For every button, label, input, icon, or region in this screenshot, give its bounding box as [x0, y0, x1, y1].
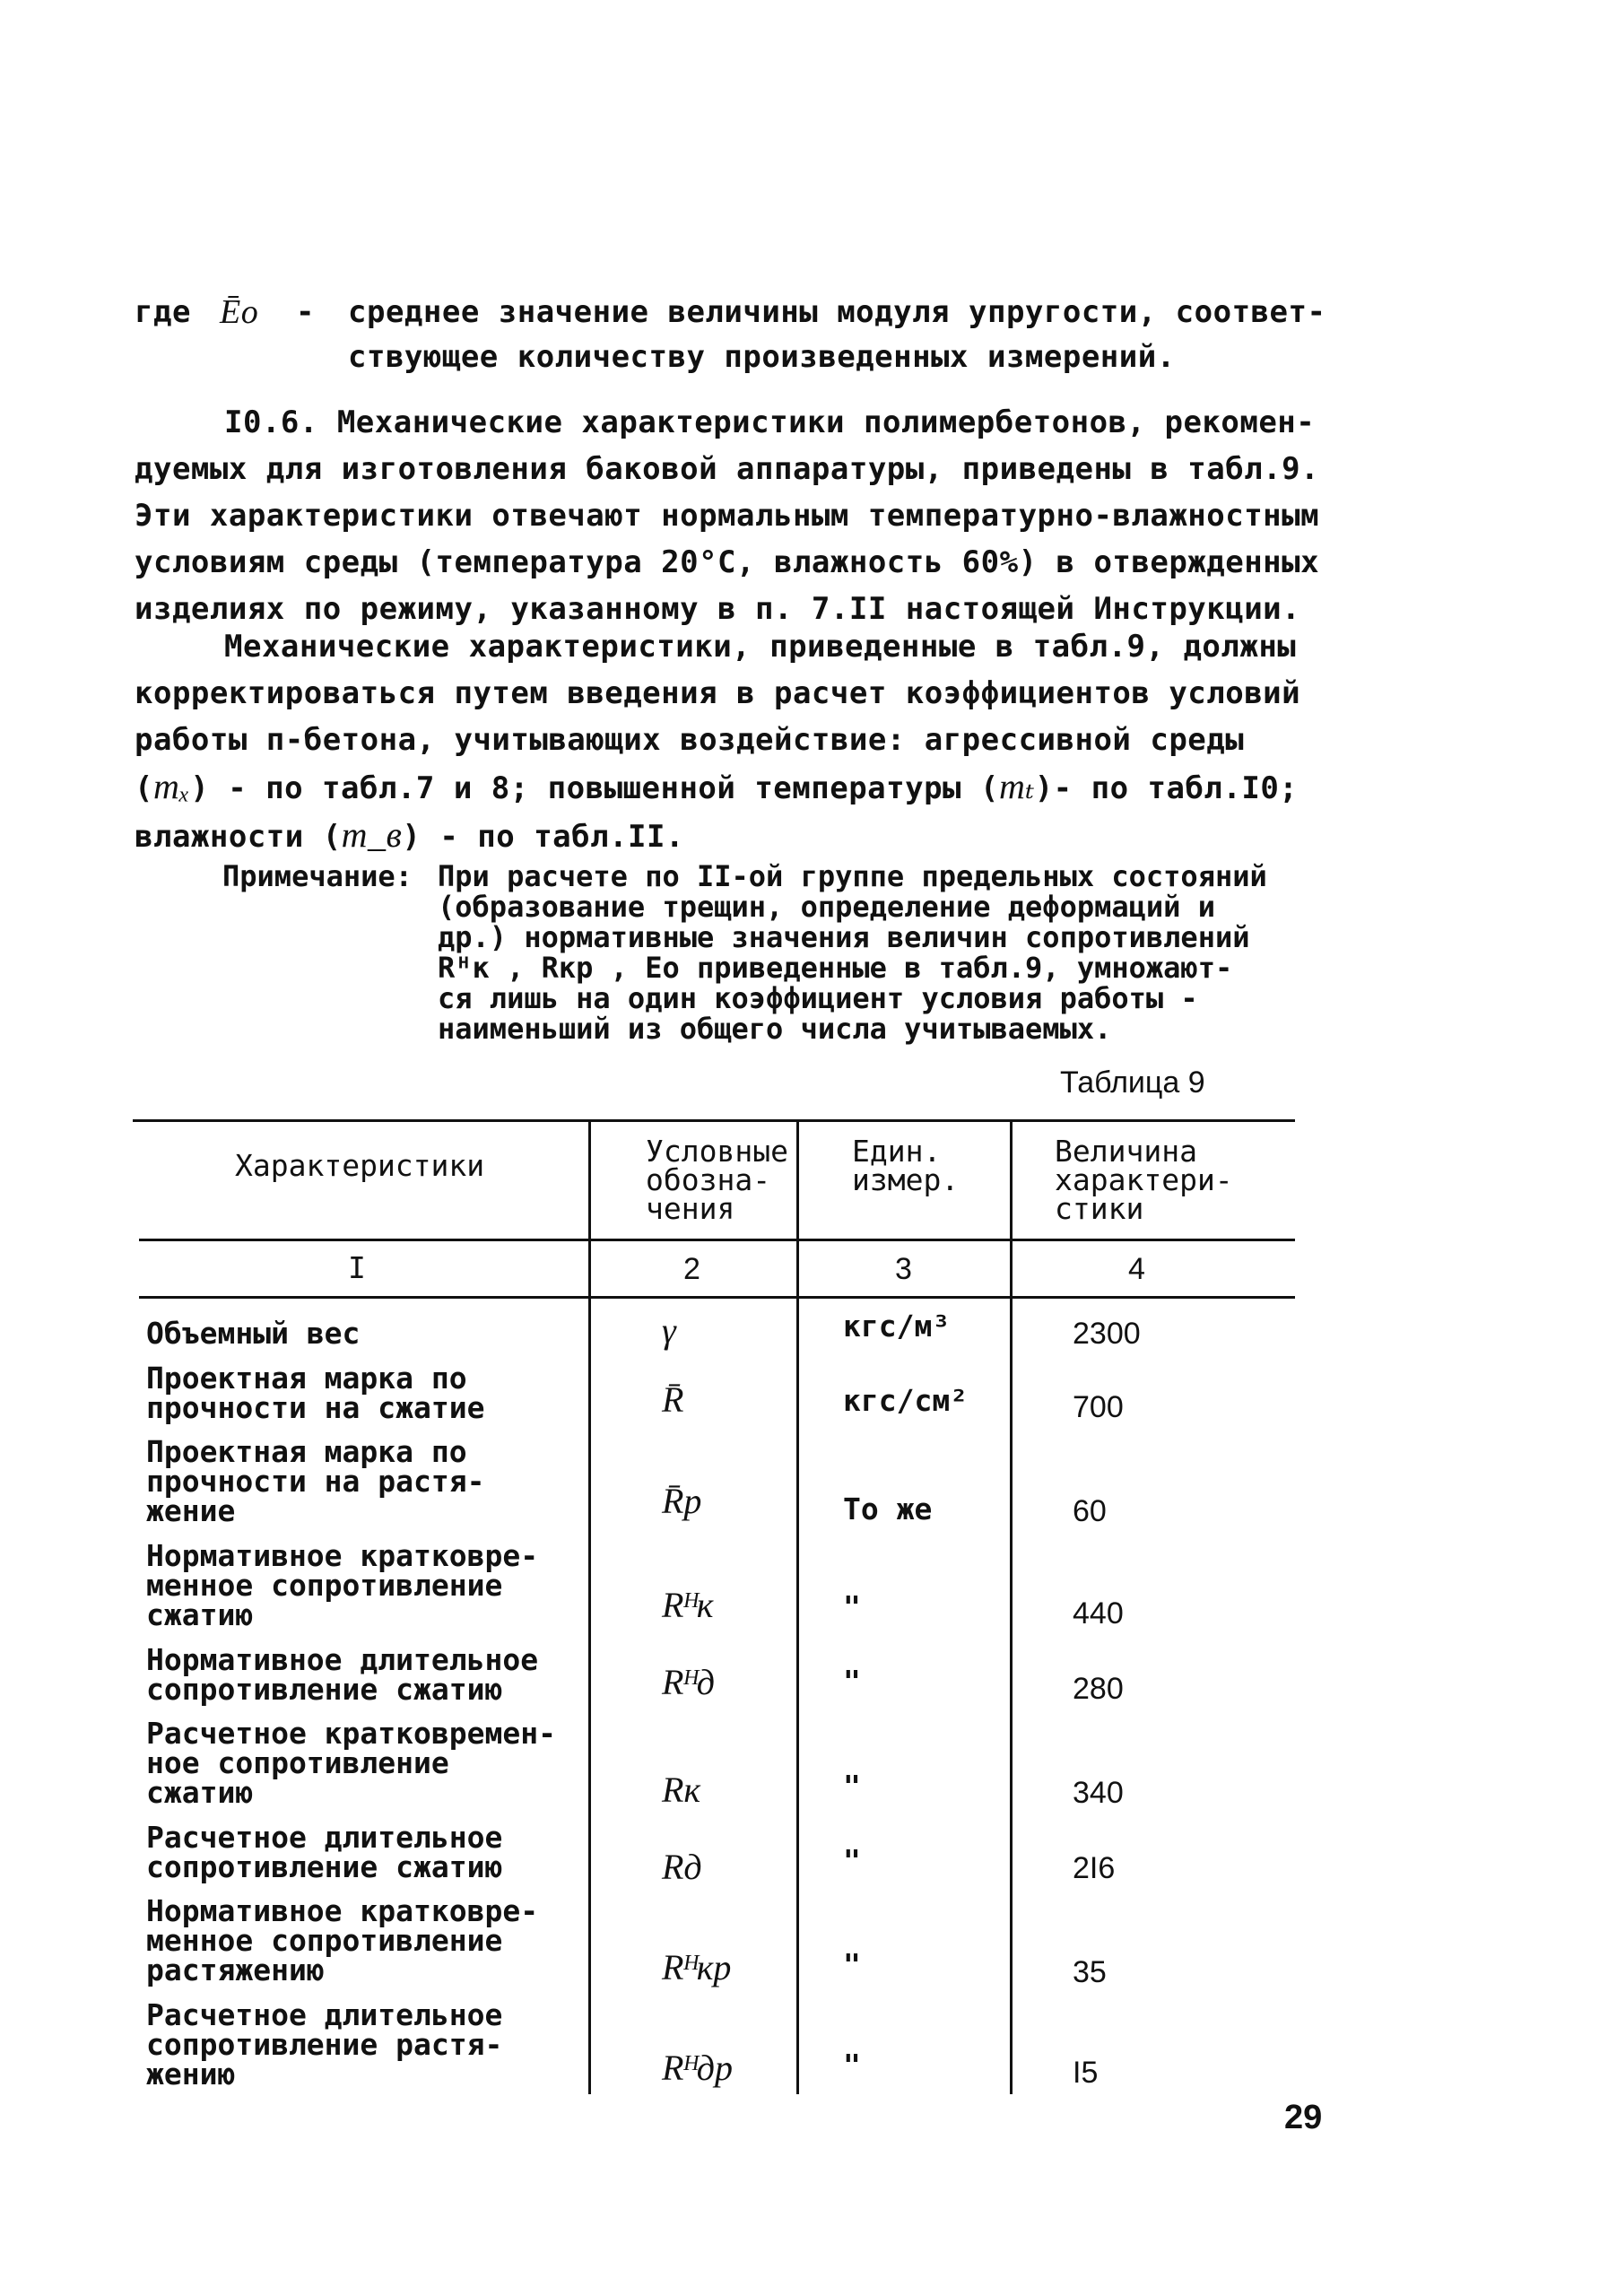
- note-line: При расчете по II-ой группе предельных состояний: [438, 859, 1267, 893]
- dash: -: [296, 294, 315, 330]
- table-row-name: Нормативное длительное сопротивление сжатию: [146, 1642, 539, 1707]
- table-row-value: 35: [1073, 1955, 1107, 1989]
- table-row-unit: ": [843, 2048, 861, 2083]
- col-number-1: I: [348, 1250, 366, 1285]
- col-number-3: 3: [895, 1252, 912, 1286]
- paren: (: [135, 770, 153, 806]
- text: ) - по табл.II.: [402, 819, 684, 855]
- table-row-name: Проектная марка по прочности на растя- жение: [146, 1434, 485, 1528]
- table-row-unit: ": [843, 1589, 861, 1624]
- table-row-symbol: R̄: [662, 1379, 684, 1420]
- table-row-value: 280: [1073, 1672, 1124, 1706]
- table-row-symbol: Rᴴк: [662, 1585, 714, 1625]
- table-row-name: Расчетное длительное сопротивление растя- жению: [146, 1997, 503, 2092]
- note-line: ся лишь на один коэффициент условия работы -: [438, 981, 1198, 1015]
- table-row-name: Объемный вес: [146, 1316, 361, 1351]
- header-rule: [139, 1239, 1295, 1241]
- paragraph-corrections: [135, 623, 1300, 860]
- table-row-unit: кгс/см²: [843, 1383, 969, 1418]
- para1-line2: ствующее количеству произведенных измерений.: [348, 339, 1176, 375]
- para2-line: Эти характеристики отвечают нормальным температурно-влажностным: [135, 498, 1320, 534]
- note-line: (образование трещин, определение деформаций и: [438, 890, 1215, 924]
- para2-line: изделиях по режиму, указанному в п. 7.II настоящей Инструкции.: [135, 591, 1301, 627]
- col-divider-2: [796, 1119, 799, 2094]
- table-row-unit: кгс/м³: [843, 1309, 951, 1344]
- table-row-name: Расчетное длительное сопротивление сжатию: [146, 1820, 503, 1884]
- note-line: наименьший из общего числа учитываемых.: [438, 1012, 1112, 1046]
- note-line: Rᴴк , Rкр , Ео приведенные в табл.9, умножают-: [438, 951, 1233, 985]
- para2-line: I0.6. Механические характеристики полимербетонов, рекомен-: [224, 404, 1316, 440]
- para2-line: дуемых для изготовления баковой аппаратуры, приведены в табл.9.: [135, 451, 1320, 487]
- eo-symbol: Ēо: [220, 293, 259, 331]
- table-row-symbol: Rᴴд: [662, 1662, 715, 1702]
- table-caption: Таблица 9: [1060, 1065, 1205, 1100]
- note-line: др.) нормативные значения величин сопротивлений: [438, 920, 1250, 954]
- table-row-symbol: R̄р: [662, 1481, 702, 1521]
- table-row-unit: ": [843, 1769, 861, 1804]
- header-characteristics: Характеристики: [235, 1148, 485, 1183]
- table-row-value: 60: [1073, 1494, 1107, 1528]
- header-value: Величина характери- стики: [1055, 1134, 1233, 1226]
- col-number-4: 4: [1128, 1252, 1145, 1286]
- text: )- по табл.I0;: [1034, 770, 1299, 806]
- table-row-value: 340: [1073, 1776, 1124, 1810]
- page-number: 29: [1284, 2099, 1323, 2136]
- text: влажности (: [135, 819, 342, 855]
- paragraph-10-6: [135, 399, 1319, 632]
- para3-line5: [135, 812, 1300, 860]
- mx-symbol: mₓ: [152, 766, 191, 806]
- mt-symbol: mₜ: [998, 766, 1035, 806]
- table-row-symbol: γ: [662, 1310, 676, 1351]
- para3-line1: Механические характеристики, приведенные в табл.9, должны: [224, 629, 1297, 665]
- note-label: Примечание:: [222, 859, 413, 893]
- note-body: [438, 861, 1267, 1044]
- table-row-unit: То же: [843, 1492, 933, 1526]
- table-row-name: Нормативное кратковре- менное сопротивление растяжению: [146, 1893, 539, 1987]
- col-divider-3: [1010, 1119, 1013, 2094]
- table-row-symbol: Rᴴкр: [662, 1947, 732, 1987]
- table-top-rule: [133, 1119, 1295, 1122]
- table-row-value: 2I6: [1073, 1851, 1116, 1885]
- where-label: где: [135, 294, 191, 330]
- para3-line3: работы п-бетона, учитывающих воздействие: агрессивной среды: [135, 722, 1245, 758]
- col-number-2: 2: [683, 1252, 700, 1286]
- table-row-value: 700: [1073, 1390, 1124, 1424]
- table-row-unit: ": [843, 1947, 861, 1982]
- text: ) - по табл.7 и 8; повышенной температуры (: [190, 770, 999, 806]
- table-row-unit: ": [843, 1843, 861, 1878]
- table-row-symbol: Rᴴдр: [662, 2048, 733, 2088]
- para1-line1: среднее значение величины модуля упругости, соответ-: [348, 294, 1326, 330]
- table-row-symbol: Rд: [662, 1847, 702, 1887]
- para2-line: условиям среды (температура 20°С, влажность 60%) в отвержденных: [135, 544, 1320, 580]
- table-row-value: I5: [1073, 2056, 1099, 2090]
- para3-line2: корректироваться путем введения в расчет коэффициентов условий: [135, 675, 1301, 711]
- table-row-value: 440: [1073, 1596, 1124, 1631]
- mb-symbol: m_в: [341, 814, 403, 855]
- number-rule: [139, 1296, 1295, 1299]
- col-divider-1: [588, 1119, 591, 2094]
- table-row-name: Проектная марка по прочности на сжатие: [146, 1361, 485, 1425]
- table-row-name: Нормативное кратковре- менное сопротивление сжатию: [146, 1538, 539, 1632]
- header-symbols: Условные обозна- чения: [646, 1134, 788, 1226]
- para3-line4: [135, 763, 1300, 812]
- table-row-value: 2300: [1073, 1317, 1141, 1351]
- table-row-unit: ": [843, 1664, 861, 1699]
- header-units: Един. измер.: [852, 1134, 960, 1197]
- table-row-symbol: Rк: [662, 1770, 701, 1810]
- table-row-name: Расчетное кратковремен- ное сопротивление сжатию: [146, 1716, 556, 1810]
